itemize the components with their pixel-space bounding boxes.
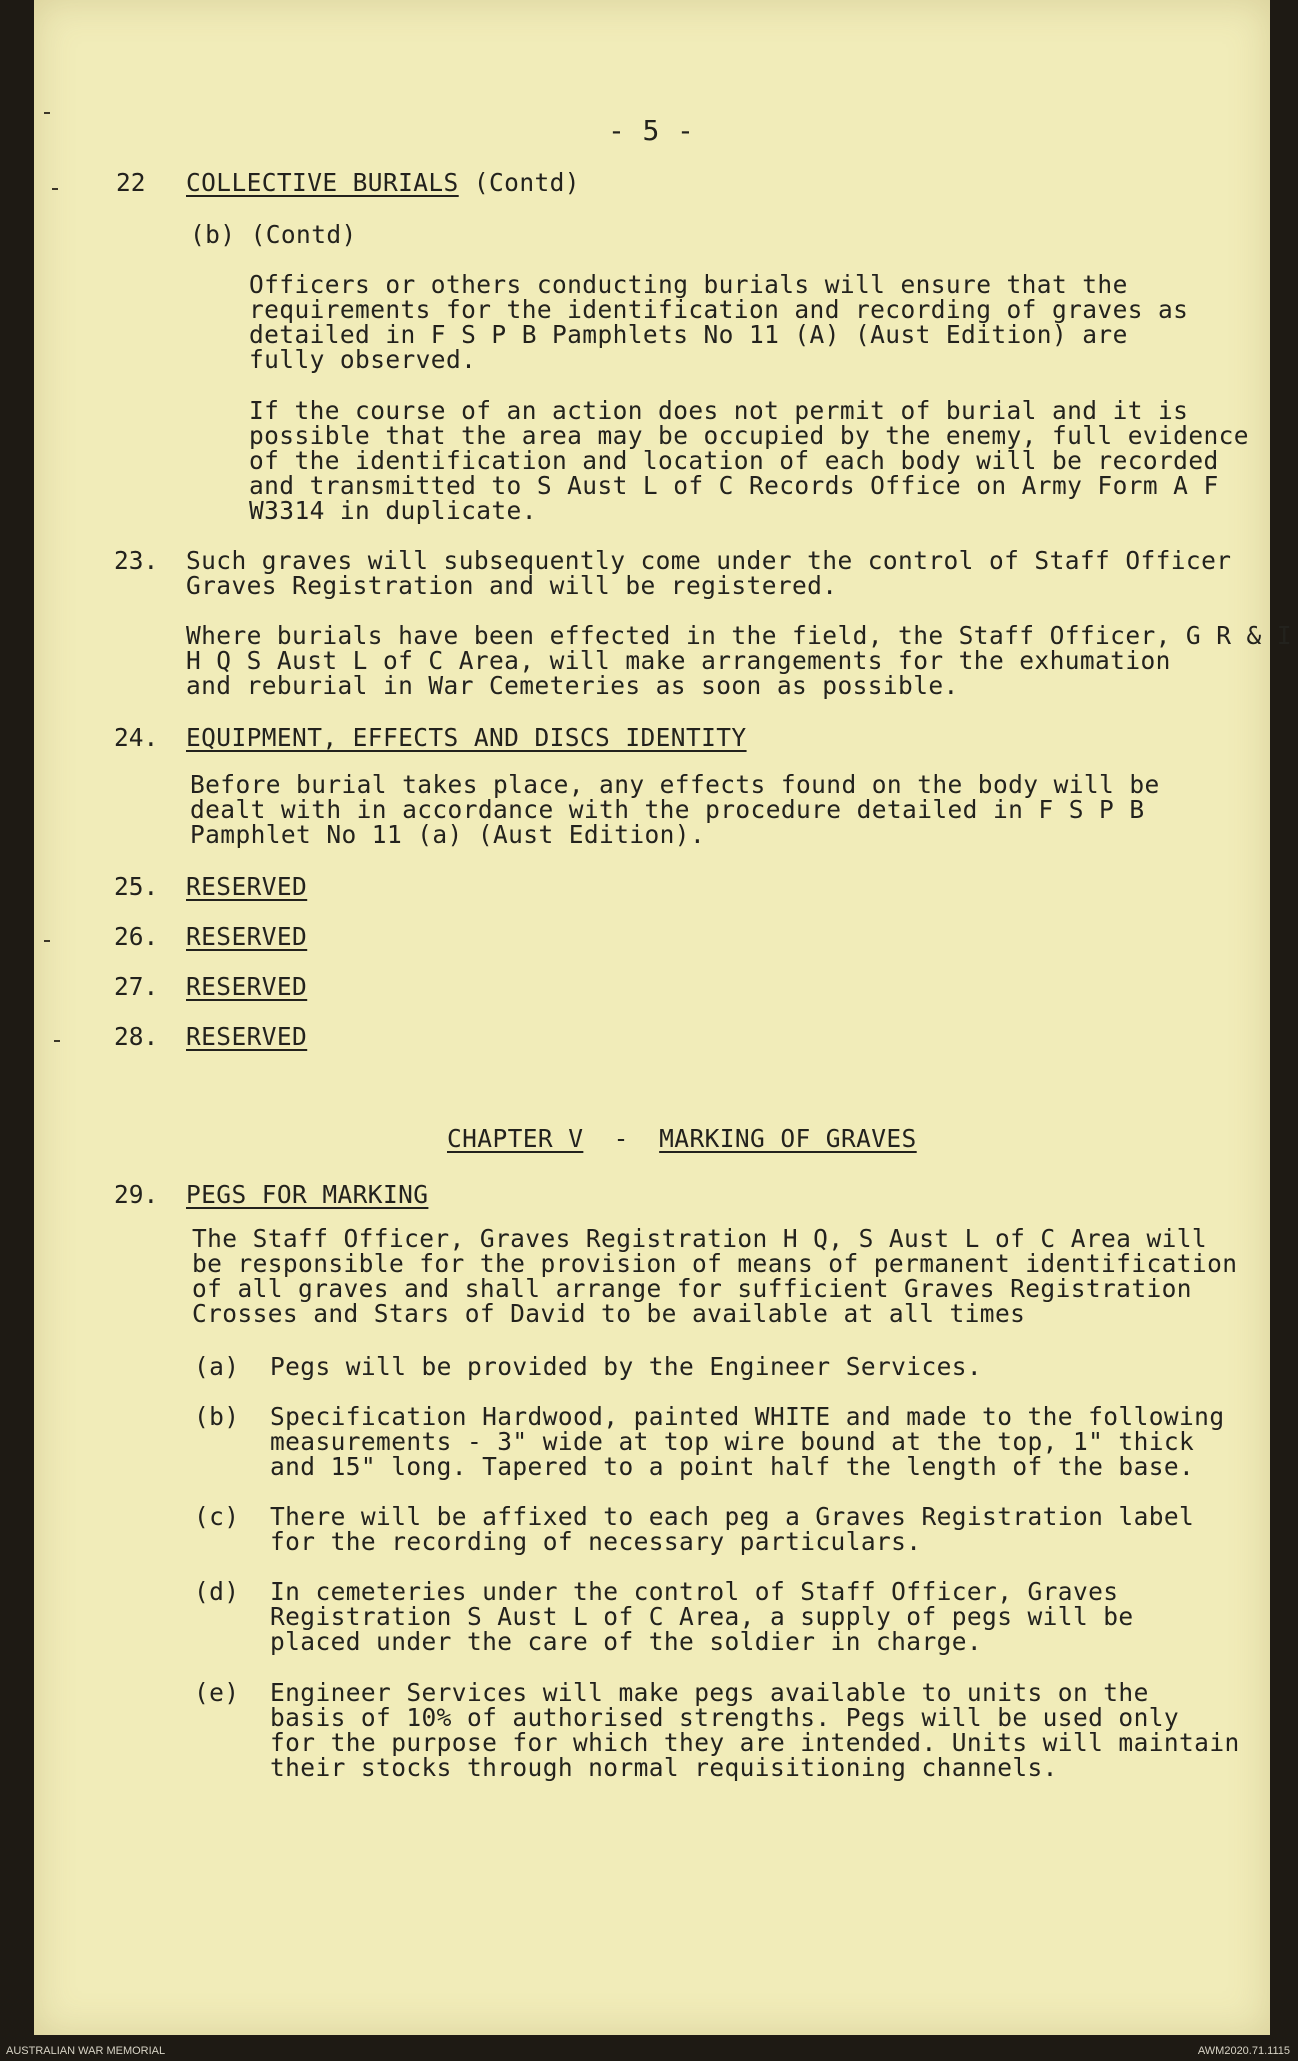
section-29-number: 29. — [114, 1180, 159, 1209]
chapter-heading — [447, 1126, 917, 1152]
item-label-c: (c) — [194, 1502, 240, 1531]
document-page — [34, 0, 1292, 2035]
reserved-number: 26. — [114, 922, 159, 951]
section-22-number: 22 — [116, 168, 146, 197]
section-22-para2-line: of the identification and location of each body will be recorded — [249, 446, 1219, 475]
item-label-d: (d) — [194, 1577, 240, 1606]
footer-reference: AWM2020.71.1115 — [1197, 2045, 1290, 2057]
section-22-sub-b: (b) (Contd) — [190, 220, 357, 249]
item-d-line: In cemeteries under the control of Staff Officer, Graves — [270, 1577, 1119, 1606]
section-22-para2-line: and transmitted to S Aust L of C Records Office on Army Form A F — [249, 471, 1219, 500]
section-24-para-line: Pamphlet No 11 (a) (Aust Edition). — [190, 820, 706, 849]
section-24-number: 24. — [114, 723, 159, 752]
item-d-line: placed under the care of the soldier in charge. — [270, 1627, 983, 1656]
item-e-line: Engineer Services will make pegs available to units on the — [270, 1678, 1149, 1707]
section-29-intro-line: of all graves and shall arrange for sufficient Graves Registration — [192, 1274, 1192, 1303]
section-29-intro-line: be responsible for the provision of means of permanent identification — [192, 1249, 1238, 1278]
margin-mark — [44, 112, 50, 114]
footer-institution: AUSTRALIAN WAR MEMORIAL — [6, 2045, 166, 2057]
reserved-label: RESERVED — [186, 872, 308, 901]
item-a-line: Pegs will be provided by the Engineer Services. — [270, 1352, 983, 1381]
section-22-heading-suffix: (Contd) — [473, 168, 580, 197]
margin-mark — [44, 940, 50, 942]
item-b-line: Specification Hardwood, painted WHITE and made to the following — [270, 1402, 1225, 1431]
chapter-heading-left: CHAPTER V — [447, 1124, 584, 1153]
section-22-para2-line: If the course of an action does not permit of burial and it is — [249, 396, 1189, 425]
section-23-para2-line: and reburial in War Cemeteries as soon as possible. — [186, 671, 959, 700]
reserved-label: RESERVED — [186, 1022, 308, 1051]
item-c-line: There will be affixed to each peg a Graves Registration label — [270, 1502, 1195, 1531]
section-29-intro-line: Crosses and Stars of David to be available at all times — [192, 1299, 1026, 1328]
section-22-heading-text: COLLECTIVE BURIALS — [186, 168, 459, 197]
section-23-para2-line: Where burials have been effected in the field, the Staff Officer, G R & I — [186, 621, 1292, 650]
item-e-line: basis of 10% of authorised strengths. Pegs will be used only — [270, 1703, 1180, 1732]
section-24-para-line: dealt with in accordance with the procedure detailed in F S P B — [190, 795, 1145, 824]
section-23-para2-line: H Q S Aust L of C Area, will make arrangements for the exhumation — [186, 646, 1171, 675]
margin-mark — [54, 1040, 60, 1042]
item-label-e: (e) — [194, 1678, 240, 1707]
reserved-label: RESERVED — [186, 922, 308, 951]
item-c-line: for the recording of necessary particulars. — [270, 1527, 922, 1556]
reserved-number: 28. — [114, 1022, 159, 1051]
section-22-para1-line: Officers or others conducting burials will ensure that the — [249, 270, 1128, 299]
reserved-number: 25. — [114, 872, 159, 901]
chapter-heading-right: MARKING OF GRAVES — [659, 1124, 917, 1153]
chapter-heading-dash: - — [613, 1124, 629, 1153]
item-label-a: (a) — [194, 1352, 240, 1381]
page-number: - 5 - — [608, 114, 695, 147]
margin-mark — [52, 188, 58, 190]
section-22-para2-line: W3314 in duplicate. — [249, 496, 537, 525]
section-23-number: 23. — [114, 546, 159, 575]
section-22-para1-line: fully observed. — [249, 345, 477, 374]
item-e-line: for the purpose for which they are intended. Units will maintain — [270, 1728, 1240, 1757]
item-b-line: and 15" long. Tapered to a point half the length of the base. — [270, 1452, 1195, 1481]
section-23-para1-line: Such graves will subsequently come under the control of Staff Officer — [186, 546, 1232, 575]
item-label-b: (b) — [194, 1402, 240, 1431]
section-29-heading: PEGS FOR MARKING — [186, 1180, 429, 1209]
section-22-heading — [186, 170, 580, 196]
section-24-heading: EQUIPMENT, EFFECTS AND DISCS IDENTITY — [186, 723, 747, 752]
reserved-number: 27. — [114, 972, 159, 1001]
item-d-line: Registration S Aust L of C Area, a supply of pegs will be — [270, 1602, 1134, 1631]
item-e-line: their stocks through normal requisitioning channels. — [270, 1753, 1058, 1782]
section-24-para-line: Before burial takes place, any effects found on the body will be — [190, 770, 1160, 799]
section-22-para1-line: detailed in F S P B Pamphlets No 11 (A) (Aust Edition) are — [249, 320, 1128, 349]
section-23-para1-line: Graves Registration and will be registered. — [186, 571, 838, 600]
section-22-para1-line: requirements for the identification and recording of graves as — [249, 295, 1189, 324]
reserved-label: RESERVED — [186, 972, 308, 1001]
section-22-para2-line: possible that the area may be occupied by the enemy, full evidence — [249, 421, 1249, 450]
archive-footer — [0, 2037, 1298, 2061]
section-29-intro-line: The Staff Officer, Graves Registration H Q, S Aust L of C Area will — [192, 1224, 1208, 1253]
item-b-line: measurements - 3" wide at top wire bound at the top, 1" thick — [270, 1427, 1195, 1456]
